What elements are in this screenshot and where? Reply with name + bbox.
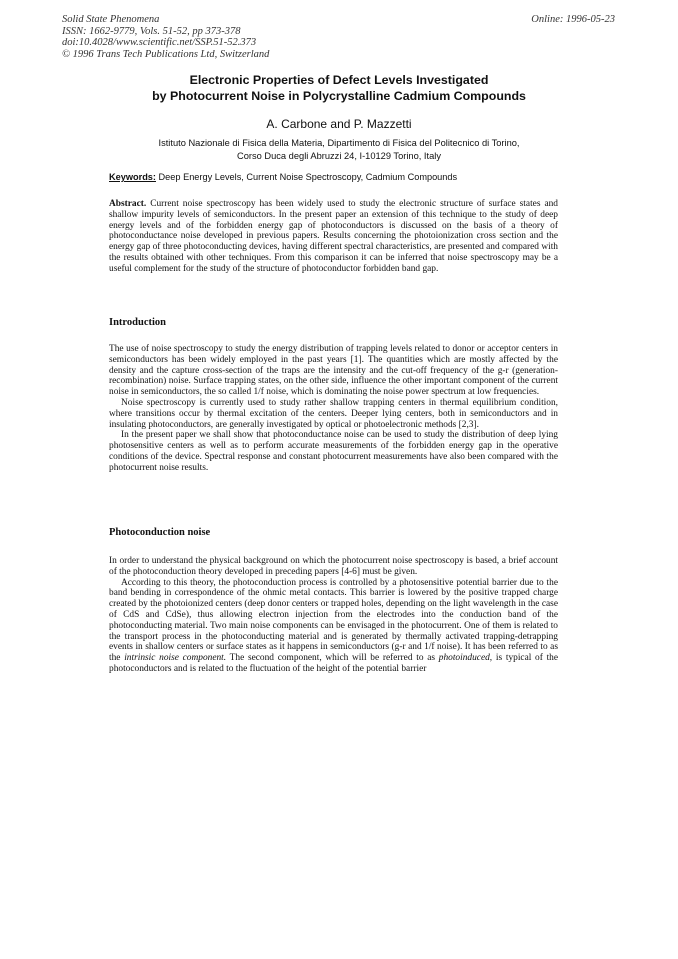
photo-p2-emphasis-photoinduced: photoinduced, (438, 653, 493, 664)
keywords-label: Keywords: (109, 172, 156, 182)
photo-p2-part1: According to this theory, the photoconduction process is controlled by a photosensitive potential barrier due to the band bending in correspondence of the ohmic metal contacts. This barrier is lowered by the positive trapped charge created by the photoionized centers (deep donor centers or trapped holes, depending on the light wavelength in the case of CdS and CdSe), thus allowing electron injection from the electrodes into the conduction band of the photoconducting material. Two main noise components can be envisaged in the photocurrent. One of them is related to the transport process in the photoconducting material and is generated by thermally activated trapping-detrapping events in shallow centers or surface states as it happens in semiconductors (g-r and 1/f noise). It has been referred to as the (109, 577, 558, 664)
abstract (109, 199, 558, 275)
photo-paragraph-2 (109, 578, 558, 675)
doi-line: doi:10.4028/www.scientific.net/SSP.51-52.373 (62, 37, 257, 48)
journal-name: Solid State Phenomena (62, 14, 160, 25)
section-heading-introduction: Introduction (109, 317, 166, 328)
journal-header (62, 14, 269, 60)
photo-p2-emphasis-intrinsic: intrinsic noise component. (124, 653, 227, 664)
authors: A. Carbone and P. Mazzetti (266, 117, 412, 131)
abstract-text: Current noise spectroscopy has been widely used to study the electronic structure of surface states and shallow impurity levels of semiconductors. In the present paper an extension of this technique to the study of deep energy levels and of the forbidden energy gap of photoconductors is discussed on the basis of a theory of photoconductance noise developed in previous papers. Results concerning the photoionization cross section and the energy gap of three photoconducting devices, having different spectral characteristics, are presented and compared with the results obtained with other techniques. From this comparison it can be inferred that noise spectroscopy may be a useful complement for the study of the structure of photoconductor forbidden band gap. (109, 199, 558, 274)
section-heading-photoconduction: Photoconduction noise (109, 527, 211, 538)
title-line-1: Electronic Properties of Defect Levels Investigated (189, 73, 489, 87)
photoconduction-body (109, 556, 558, 675)
paper-title (40, 72, 638, 104)
affiliation-line-1: Istituto Nazionale di Fisica della Materia, Dipartimento di Fisica del Politecnico di Torino, (158, 138, 520, 148)
keywords-text: Deep Energy Levels, Current Noise Spectroscopy, Cadmium Compounds (158, 172, 458, 182)
intro-paragraph-2: Noise spectroscopy is currently used to study rather shallow trapping centers in thermal equilibrium condition, where transitions occur by thermal excitation of the centers. Deeper lying centers, both in semiconductors and in insulating photoconductors, are generally investigated by optical or photoelectronic methods [2,3]. (109, 397, 558, 430)
photo-paragraph-1: In order to understand the physical background on which the photocurrent noise spectroscopy is based, a brief account of the photoconduction theory developed in preceding papers [4-6] must be given. (109, 556, 558, 577)
affiliation-line-2: Corso Duca degli Abruzzi 24, I-10129 Torino, Italy (237, 150, 441, 161)
intro-paragraph-3: In the present paper we shall show that photoconductance noise can be used to study the distribution of deep lying photosensitive centers as well as to perform accurate measurements of the forbidden energy gap in the operative conditions of the device. Spectral response and constant photocurrent measurements have also been compared with the photocurrent noise results. (109, 430, 558, 473)
copyright-line: © 1996 Trans Tech Publications Ltd, Switzerland (62, 48, 270, 60)
issn-line: ISSN: 1662-9779, Vols. 51-52, pp 373-378 (62, 25, 241, 37)
keywords (109, 172, 589, 182)
abstract-label: Abstract. (109, 199, 147, 209)
photo-p2-part2: The second component, which will be referred to as (229, 653, 436, 664)
title-line-2: by Photocurrent Noise in Polycrystalline Cadmium Compounds (152, 89, 526, 103)
intro-paragraph-1: The use of noise spectroscopy to study the energy distribution of trapping levels related to donor or acceptor centers in semiconductors has been widely employed in the past years [1]. The quantities which are mostly affected by the density and the capture cross-section of the traps are the intensity and the cut-off frequency of the g-r (generation-recombination) noise. Surface trapping states, on the other side, influence the other important component of the current noise in semiconductors, the so called 1/f noise, which is dominating the noise power spectrum at low frequencies. (109, 344, 558, 398)
online-date: Online: 1996-05-23 (531, 14, 615, 25)
photo-p2-part3: is typical of the photoconductors and is related to the fluctuation of the height of the potential barrier (109, 653, 559, 674)
affiliation (40, 137, 638, 162)
introduction-body (109, 344, 558, 474)
